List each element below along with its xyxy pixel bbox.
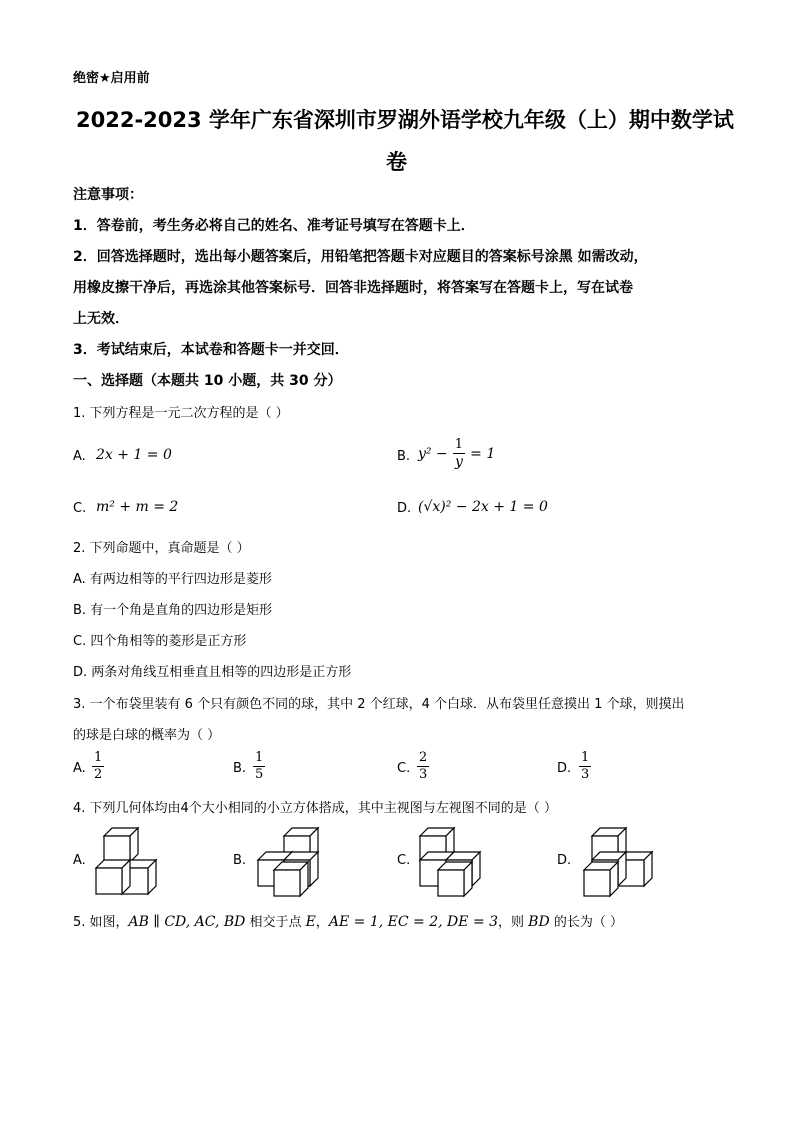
q5-math-4: BD: [528, 914, 550, 930]
q4-figure-c: [416, 826, 486, 898]
q3-c-den: 3: [419, 767, 428, 782]
q1-option-a-math: 2x + 1 = 0: [96, 447, 172, 463]
q3-option-d-fraction: [579, 750, 591, 783]
q1-option-a-label: A.: [73, 449, 86, 464]
q3-stem-line2: 的球是白球的概率为（ ）: [73, 728, 221, 743]
q4-figure-b: [254, 826, 324, 898]
section-heading: 一、选择题（本题共 10 小题，共 30 分）: [73, 373, 342, 389]
q4-figure-d: [580, 826, 660, 898]
q1-b-post: = 1: [470, 446, 496, 462]
q3-option-d-label: D.: [557, 761, 572, 776]
q1-b-pre: y² −: [418, 446, 448, 462]
q1-option-b-label: B.: [397, 449, 411, 464]
q5-math-1: AB ∥ CD, AC, BD: [128, 914, 246, 930]
note-2-line2: 用橡皮擦干净后，再选涂其他答案标号．回答非选择题时，将答案写在答题卡上，写在试卷: [73, 280, 633, 296]
q2-option-a: A. 有两边相等的平行四边形是菱形: [73, 572, 272, 587]
q2-option-d: D. 两条对角线互相垂直且相等的四边形是正方形: [73, 665, 352, 680]
q4-option-c-label: C.: [397, 853, 411, 868]
q1-b-fraction: [453, 437, 465, 470]
q2-stem: 2. 下列命题中，真命题是（ ）: [73, 541, 250, 556]
q3-option-b-label: B.: [233, 761, 247, 776]
q3-a-den: 2: [94, 767, 103, 782]
q3-c-num: 2: [419, 750, 428, 765]
note-2-line1: 2．回答选择题时，选出每小题答案后，用铅笔把答题卡对应题目的答案标号涂黑 如需改动，: [73, 249, 648, 265]
q1-b-num: 1: [454, 437, 464, 452]
q4-option-d-label: D.: [557, 853, 572, 868]
q5-stem: [73, 911, 623, 930]
q1-option-b-math: [418, 437, 495, 470]
q4-figure-a: [92, 826, 162, 898]
q3-option-b-fraction: [253, 750, 265, 783]
q1-option-c-math: m² + m = 2: [96, 499, 179, 515]
q3-option-c-label: C.: [397, 761, 411, 776]
page-title: 2022-2023 学年广东省深圳市罗湖外语学校九年级（上）期中数学试: [76, 108, 734, 132]
q4-stem: 4. 下列几何体均由4个大小相同的小立方体搭成，其中主视图与左视图不同的是（ ）: [73, 801, 557, 816]
q2-option-c: C. 四个角相等的菱形是正方形: [73, 634, 247, 649]
q3-stem-line1: 3. 一个布袋里装有 6 个只有颜色不同的球，其中 2 个红球，4 个白球．从布袋里任意摸出 1 个球，则摸出: [73, 697, 685, 712]
note-1: 1．答卷前，考生务必将自己的姓名、准考证号填写在答题卡上．: [73, 218, 475, 234]
q5-math-3: AE = 1, EC = 2, DE = 3: [328, 914, 499, 930]
q1-b-den: y: [454, 454, 463, 470]
q3-b-num: 1: [255, 750, 264, 765]
q3-b-den: 5: [255, 767, 264, 782]
note-3: 3．考试结束后，本试卷和答题卡一并交回．: [73, 342, 349, 358]
q4-option-b-label: B.: [233, 853, 247, 868]
q5-math-2: E: [305, 914, 316, 930]
q3-a-num: 1: [94, 750, 103, 765]
q3-d-den: 3: [581, 767, 590, 782]
q5-stem-sep: ，: [315, 915, 329, 930]
q1-stem: 1. 下列方程是一元二次方程的是（ ）: [73, 406, 289, 421]
q2-option-b: B. 有一个角是直角的四边形是矩形: [73, 603, 273, 618]
q1-option-c-label: C.: [73, 501, 87, 516]
q3-option-a-fraction: [92, 750, 104, 783]
q5-stem-mid2: ，则: [498, 915, 529, 930]
q3-d-num: 1: [581, 750, 590, 765]
secret-label: 绝密★启用前: [73, 71, 150, 86]
notes-heading: 注意事项：: [73, 187, 143, 203]
q4-option-a-label: A.: [73, 853, 86, 868]
q5-stem-mid: 相交于点: [245, 915, 306, 930]
q3-option-a-label: A.: [73, 761, 86, 776]
q5-stem-post: 的长为（ ）: [549, 915, 623, 930]
q5-stem-pre: 5. 如图，: [73, 915, 129, 930]
q3-option-c-fraction: [417, 750, 429, 783]
page-title-line2: 卷: [386, 150, 407, 174]
q1-option-d-label: D.: [397, 501, 412, 516]
note-2-line3: 上无效．: [73, 311, 129, 327]
q1-option-d-math: (√x)² − 2x + 1 = 0: [418, 499, 548, 515]
